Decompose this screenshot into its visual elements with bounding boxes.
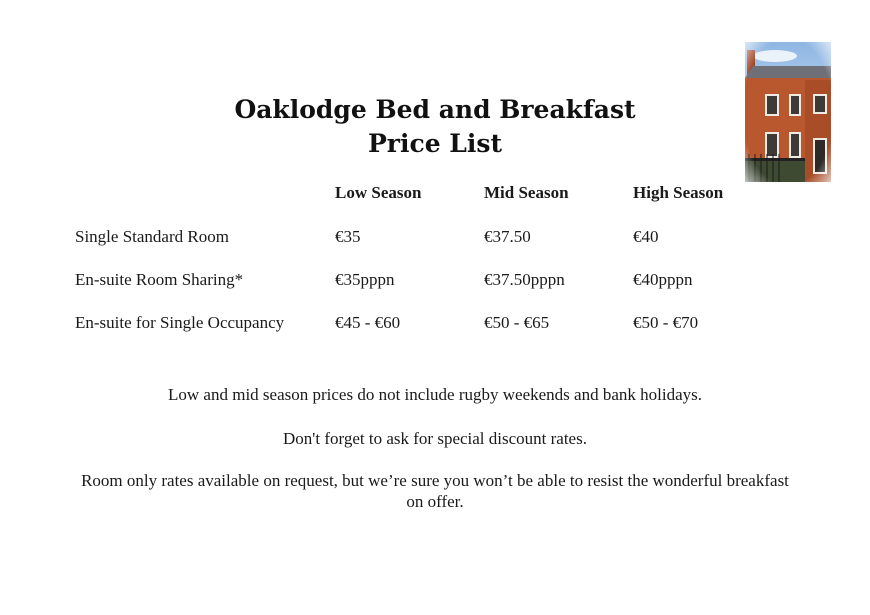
column-header-mid-season: Mid Season: [484, 183, 569, 202]
low-season-price-cell: €45 - €60: [335, 313, 401, 332]
document-subtitle: Price List: [368, 129, 502, 158]
room-type-cell: En-suite Room Sharing*: [75, 270, 244, 289]
discount-note: Don't forget to ask for special discount rates.: [283, 429, 587, 448]
mid-season-price-cell: €37.50: [484, 227, 531, 246]
column-header-high-season: High Season: [633, 183, 724, 202]
mid-season-price-cell: €50 - €65: [484, 313, 550, 332]
room-type-cell: En-suite for Single Occupancy: [75, 313, 285, 332]
room-type-cell: Single Standard Room: [75, 227, 229, 246]
room-only-note: Room only rates available on request, but we’re sure you won’t be able to resist the wonderful breakfast on offer.: [81, 471, 789, 511]
mid-season-price-cell: €37.50pppn: [484, 270, 565, 289]
column-header-low-season: Low Season: [335, 183, 422, 202]
high-season-price-cell: €50 - €70: [633, 313, 699, 332]
season-exclusion-note: Low and mid season prices do not include rugby weekends and bank holidays.: [168, 385, 702, 404]
low-season-price-cell: €35: [335, 227, 361, 246]
low-season-price-cell: €35pppn: [335, 270, 395, 289]
house-photo: [745, 42, 831, 182]
document-title: Oaklodge Bed and Breakfast: [234, 95, 636, 124]
high-season-price-cell: €40: [633, 227, 659, 246]
red-brick-house-photo-icon: [745, 42, 831, 182]
high-season-price-cell: €40pppn: [633, 270, 693, 289]
